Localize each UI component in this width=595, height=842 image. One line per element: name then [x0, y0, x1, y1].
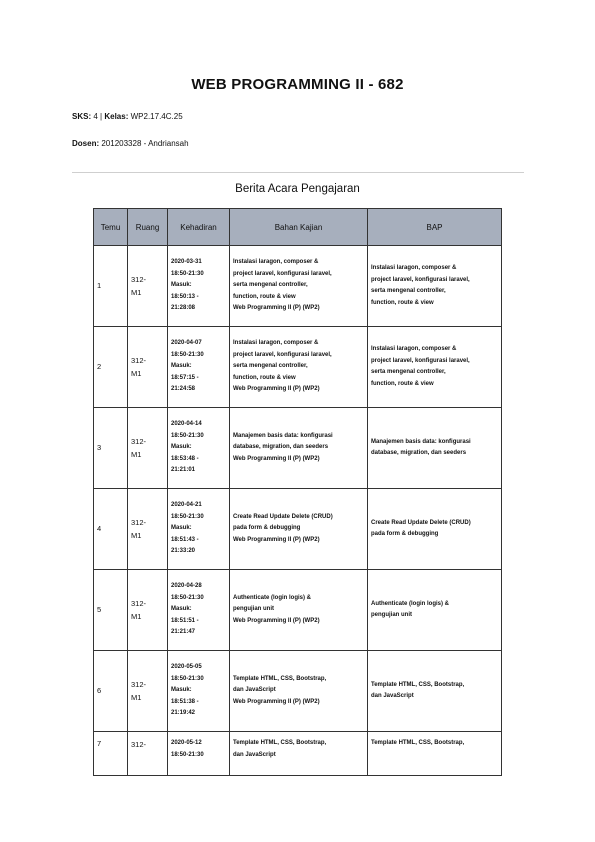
bap-line: project laravel, konfigurasi laravel,: [371, 357, 470, 364]
cell-bap: [368, 570, 502, 651]
material-line: serta mengenal controller,: [233, 282, 308, 289]
attendance-line: Masuk:: [171, 363, 192, 370]
bap-line: Instalasi laragon, composer &: [371, 346, 457, 352]
attendance-line: 18:50-21:30: [171, 513, 204, 520]
room-line: 312-: [131, 740, 147, 749]
attendance-line: Masuk:: [171, 444, 192, 451]
table-row: [94, 327, 502, 408]
material-line: pada form & debugging: [233, 525, 301, 532]
bap-line: dan JavaScript: [371, 693, 414, 699]
material-line: pengujian unit: [233, 606, 274, 613]
attendance-line: 2020-03-31: [171, 259, 202, 266]
attendance-line: Masuk:: [171, 525, 192, 532]
material-line: dan JavaScript: [233, 751, 276, 758]
bap-line: function, route & view: [371, 380, 434, 387]
room-line: 312-: [131, 356, 147, 365]
col-ruang: Ruang: [128, 209, 168, 246]
kelas-label: Kelas: [104, 112, 126, 121]
bap-line: serta mengenal controller,: [371, 369, 446, 375]
attendance-line: 18:57:15 -: [171, 374, 199, 381]
attendance-line: 21:21:01: [171, 467, 196, 474]
cell-bahan-kajian: [230, 489, 368, 570]
material-line: Template HTML, CSS, Bootstrap,: [233, 675, 327, 682]
material-line: Web Programming II (P) (WP2): [233, 698, 320, 705]
cell-bahan-kajian: [230, 651, 368, 732]
material-line: serta mengenal controller,: [233, 363, 308, 370]
cell-kehadiran: [168, 246, 230, 327]
cell-kehadiran: [168, 732, 230, 776]
attendance-line: 18:50:13 -: [171, 293, 199, 300]
table-header-row: [94, 209, 502, 246]
cell-ruang: [128, 408, 168, 489]
table-row: [94, 570, 502, 651]
col-kehadiran: Kehadiran: [168, 209, 230, 246]
bap-line: database, migration, dan seeders: [371, 450, 467, 456]
course-title: WEB PROGRAMMING II - 682: [191, 76, 404, 93]
cell-ruang: [128, 651, 168, 732]
cell-ruang: [128, 489, 168, 570]
bap-line: function, route & view: [371, 299, 434, 306]
material-line: dan JavaScript: [233, 687, 276, 694]
cell-bap: [368, 651, 502, 732]
cell-bap: [368, 327, 502, 408]
col-bap: BAP: [368, 209, 502, 246]
cell-bap: [368, 246, 502, 327]
cell-temu: 1: [94, 246, 128, 327]
material-line: Instalasi laragon, composer &: [233, 340, 319, 347]
cell-ruang: [128, 327, 168, 408]
attendance-line: Masuk:: [171, 606, 192, 613]
attendance-line: 21:21:47: [171, 629, 196, 636]
room-line: 312-: [131, 518, 147, 527]
section-title: Berita Acara Pengajaran: [235, 183, 360, 195]
attendance-line: 18:50-21:30: [171, 270, 204, 277]
bap-line: Instalasi laragon, composer &: [371, 265, 457, 271]
material-line: function, route & view: [233, 374, 296, 381]
bap-line: pada form & debugging: [371, 531, 439, 537]
cell-temu: 3: [94, 408, 128, 489]
bap-line: Template HTML, CSS, Bootstrap,: [371, 681, 465, 688]
table-row: [94, 651, 502, 732]
room-line: 312-: [131, 599, 147, 608]
material-line: Template HTML, CSS, Bootstrap,: [233, 740, 327, 746]
cell-temu: 5: [94, 570, 128, 651]
room-line: M1: [131, 693, 142, 702]
attendance-line: 2020-04-14: [171, 421, 202, 428]
attendance-line: 18:53:48 -: [171, 455, 199, 462]
attendance-line: 21:33:20: [171, 548, 196, 555]
room-line: M1: [131, 450, 142, 459]
room-line: 312-: [131, 437, 147, 446]
cell-ruang: [128, 246, 168, 327]
bap-line: Authenticate (login logis) &: [371, 600, 449, 607]
col-bahan-kajian: Bahan Kajian: [230, 209, 368, 246]
cell-bap: [368, 408, 502, 489]
material-line: Web Programming II (P) (WP2): [233, 455, 320, 462]
attendance-line: 21:28:08: [171, 305, 196, 312]
attendance-line: 21:24:58: [171, 386, 196, 393]
table-row: [94, 489, 502, 570]
cell-temu: 6: [94, 651, 128, 732]
course-meta: SKS: 4 | Kelas: WP2.17.4C.25: [72, 112, 183, 121]
material-line: Manajemen basis data: konfigurasi: [233, 432, 333, 439]
material-line: function, route & view: [233, 293, 296, 300]
attendance-line: 18:51:51 -: [171, 617, 199, 624]
material-line: Create Read Update Delete (CRUD): [233, 513, 333, 520]
material-line: Web Programming II (P) (WP2): [233, 536, 320, 543]
cell-bahan-kajian: [230, 570, 368, 651]
cell-kehadiran: [168, 651, 230, 732]
cell-bahan-kajian: [230, 246, 368, 327]
room-line: M1: [131, 612, 142, 621]
bap-line: Manajemen basis data: konfigurasi: [371, 438, 471, 445]
cell-temu: 2: [94, 327, 128, 408]
kelas-value: WP2.17.4C.25: [130, 112, 183, 121]
material-line: project laravel, konfigurasi laravel,: [233, 270, 332, 277]
cell-bap: [368, 732, 502, 776]
room-line: M1: [131, 369, 142, 378]
col-temu: Temu: [94, 209, 128, 246]
bap-line: Create Read Update Delete (CRUD): [371, 519, 471, 526]
cell-temu: 4: [94, 489, 128, 570]
cell-bahan-kajian: [230, 408, 368, 489]
cell-kehadiran: [168, 408, 230, 489]
attendance-line: 18:51:43 -: [171, 536, 199, 543]
attendance-line: 21:19:42: [171, 710, 196, 717]
material-line: Authenticate (login logis) &: [233, 594, 311, 601]
attendance-line: 18:50-21:30: [171, 675, 204, 682]
cell-bap: [368, 489, 502, 570]
attendance-line: 2020-04-21: [171, 502, 202, 509]
cell-bahan-kajian: [230, 732, 368, 776]
cell-ruang: [128, 570, 168, 651]
cell-kehadiran: [168, 327, 230, 408]
lecturer-meta: Dosen: 201203328 - Andriansah: [72, 139, 189, 148]
attendance-line: 18:51:38 -: [171, 698, 199, 705]
attendance-line: 18:50-21:30: [171, 594, 204, 601]
cell-bahan-kajian: [230, 327, 368, 408]
dosen-value: 201203328 - Andriansah: [101, 139, 189, 148]
material-line: Instalasi laragon, composer &: [233, 259, 319, 266]
room-line: M1: [131, 288, 142, 297]
attendance-line: Masuk:: [171, 282, 192, 289]
divider: [72, 172, 524, 173]
room-line: 312-: [131, 275, 147, 284]
attendance-line: 2020-05-05: [171, 664, 202, 671]
bap-line: Template HTML, CSS, Bootstrap,: [371, 740, 465, 746]
cell-temu: 7: [94, 732, 128, 776]
attendance-line: 18:50-21:30: [171, 751, 204, 758]
bap-table: [93, 208, 502, 776]
table-row: [94, 732, 502, 776]
room-line: 312-: [131, 680, 147, 689]
bap-line: serta mengenal controller,: [371, 288, 446, 294]
cell-ruang: [128, 732, 168, 776]
cell-kehadiran: [168, 570, 230, 651]
attendance-line: 2020-04-07: [171, 340, 202, 347]
attendance-line: 2020-04-28: [171, 583, 202, 590]
material-line: database, migration, dan seeders: [233, 444, 329, 451]
table-row: [94, 246, 502, 327]
room-line: M1: [131, 531, 142, 540]
sks-label: SKS: [72, 112, 89, 121]
table-row: [94, 408, 502, 489]
bap-line: project laravel, konfigurasi laravel,: [371, 276, 470, 283]
sks-value: 4: [93, 112, 98, 121]
cell-kehadiran: [168, 489, 230, 570]
attendance-line: 18:50-21:30: [171, 432, 204, 439]
dosen-label: Dosen: [72, 139, 97, 148]
attendance-line: Masuk:: [171, 687, 192, 694]
material-line: Web Programming II (P) (WP2): [233, 617, 320, 624]
material-line: project laravel, konfigurasi laravel,: [233, 351, 332, 358]
material-line: Web Programming II (P) (WP2): [233, 386, 320, 393]
attendance-line: 18:50-21:30: [171, 351, 204, 358]
material-line: Web Programming II (P) (WP2): [233, 305, 320, 312]
bap-line: pengujian unit: [371, 612, 412, 618]
attendance-line: 2020-05-12: [171, 740, 202, 746]
